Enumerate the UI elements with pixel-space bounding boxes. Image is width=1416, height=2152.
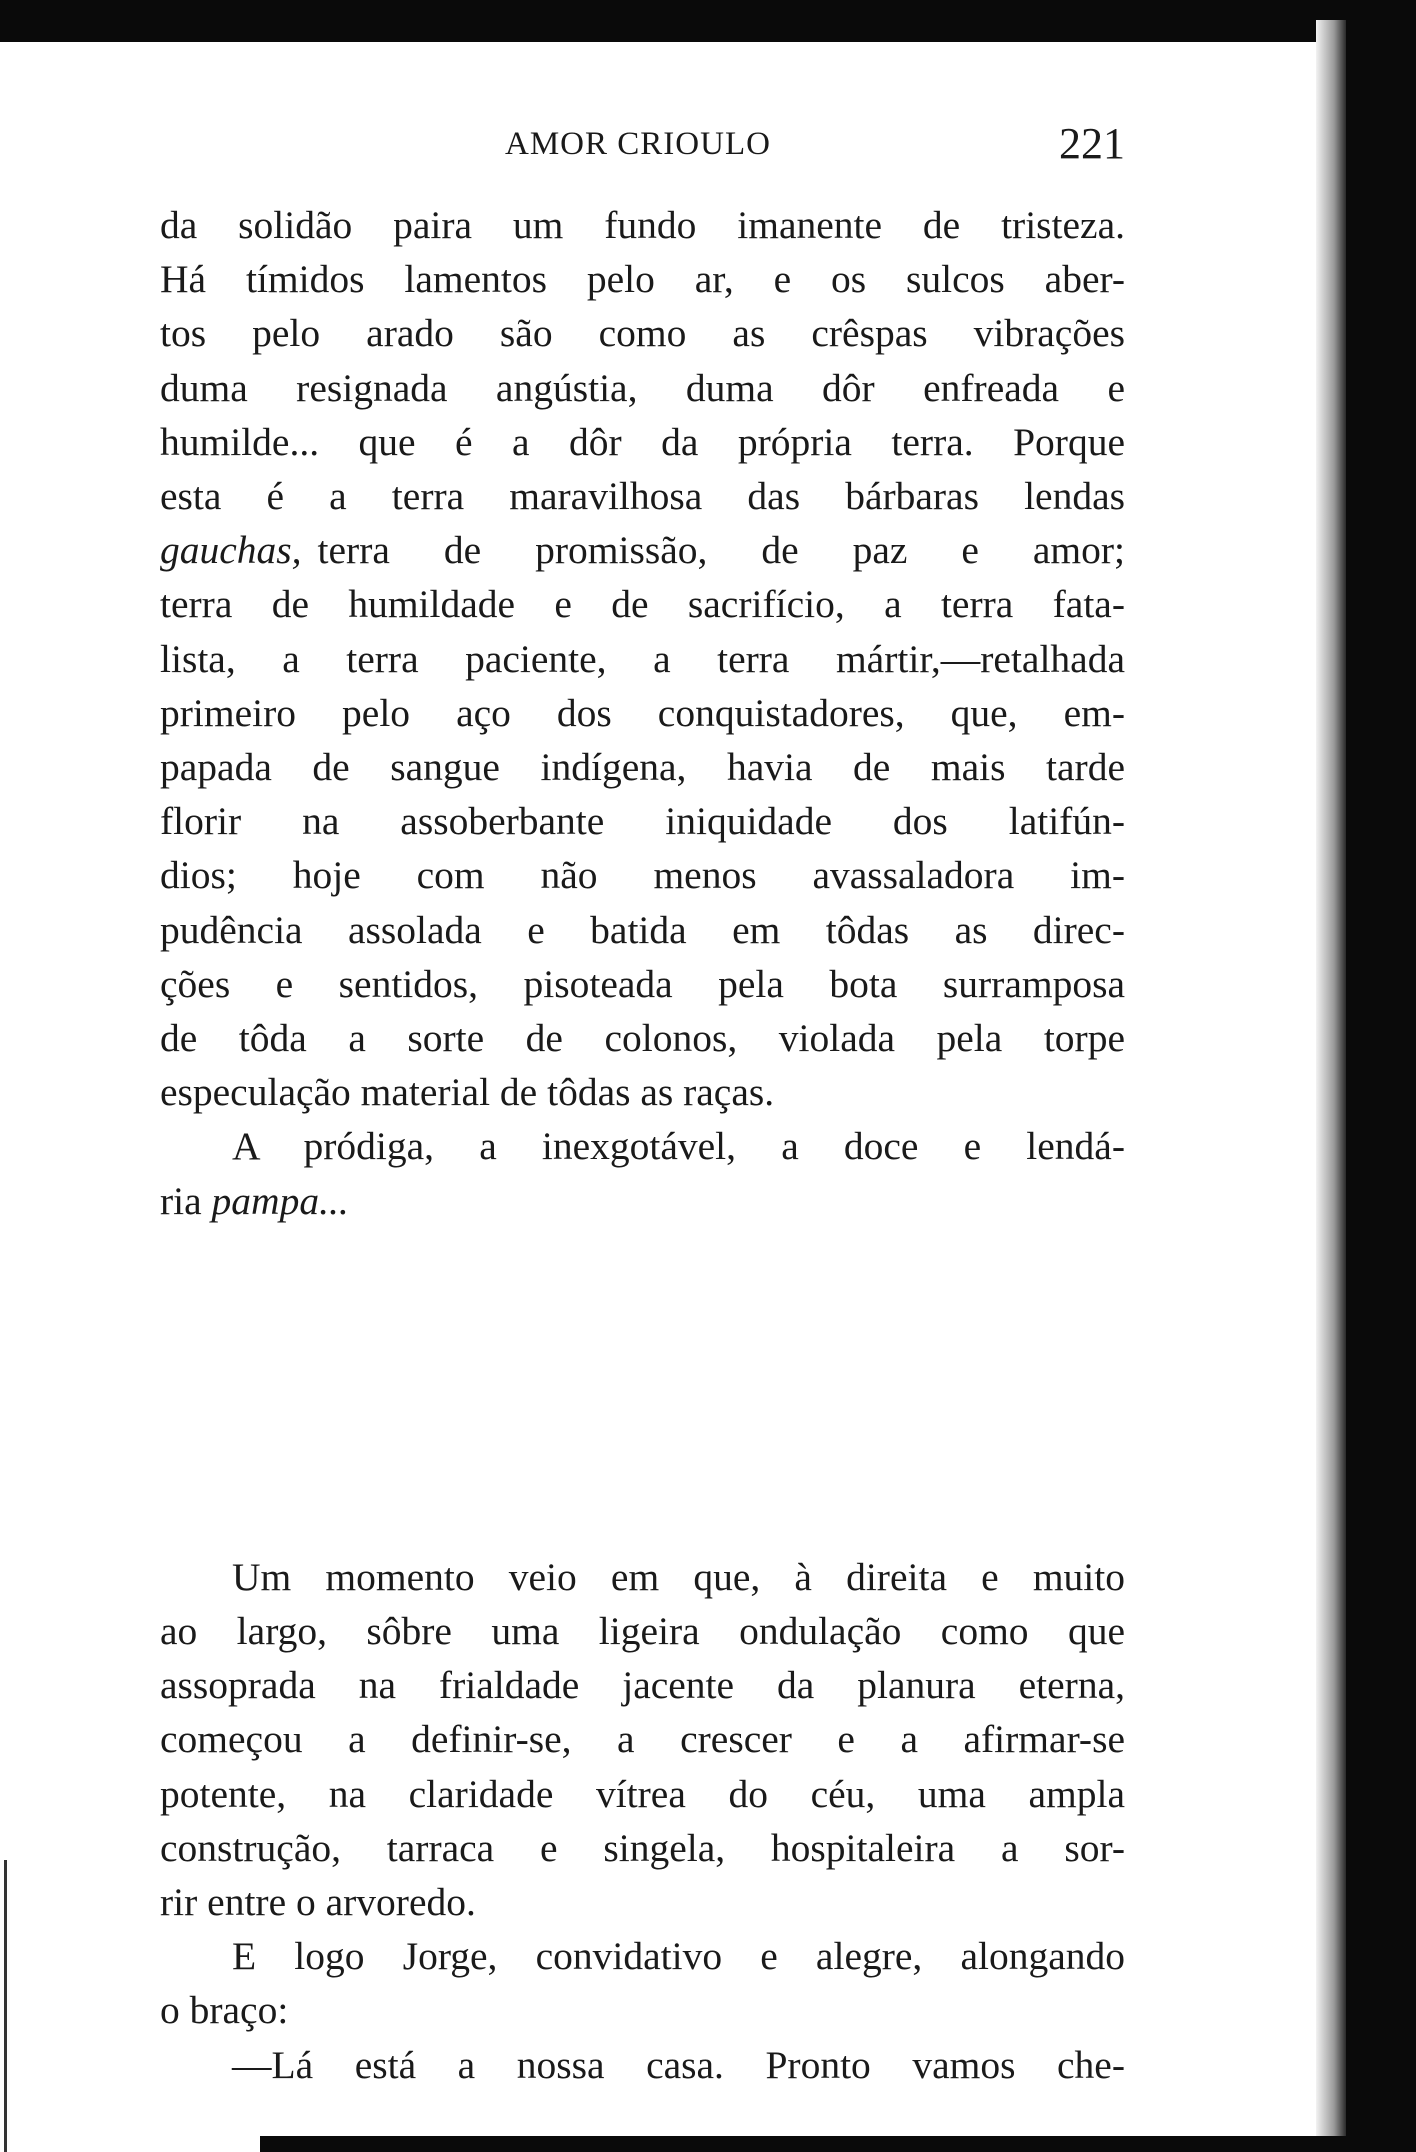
text-line: de tôda a sorte de colonos, violada pela torpe [160,1016,1125,1061]
text-line: esta é a terra maravilhosa das bárbaras lendas [160,474,1125,519]
text-line: começou a definir-se, a crescer e a afirmar-se [160,1717,1125,1762]
text-line: papada de sangue indígena, havia de mais tarde [160,745,1125,790]
text-line: assoprada na frialdade jacente da planura eterna, [160,1663,1125,1708]
text-line-start: ria [160,1178,202,1223]
text-line: terra de humildade e de sacrifício, a terra fata- [160,582,1125,627]
scan-right-border [1346,0,1416,2152]
page-number: 221 [1059,119,1125,168]
text-line: ao largo, sôbre uma ligeira ondulação como que [160,1609,1125,1654]
italic-word: gauchas, [160,528,302,573]
scan-left-mark [4,1860,7,2152]
text-line-rest: terra de promissão, de paz e amor; [317,528,1125,573]
text-line: da solidão paira um fundo imanente de tristeza. [160,203,1125,247]
text-line: florir na assoberbante iniquidade dos latifún- [160,799,1125,844]
paragraph-start-line: E logo Jorge, convidativo e alegre, alongando [232,1934,1125,1979]
text-line: tos pelo arado são como as crêspas vibrações [160,311,1125,356]
text-line: potente, na claridade vítrea do céu, uma ampla [160,1771,1125,1816]
text-line: o braço: [160,1988,289,2033]
text-line: construção, tarraca e singela, hospitaleira a sor- [160,1825,1125,1870]
text-line: pudência assolada e batida em tôdas as direc- [160,907,1125,952]
running-title: AMOR CRIOULO [505,126,771,162]
page-header [160,116,1125,176]
text-line [160,1174,1125,1228]
text-line: humilde... que é a dôr da própria terra. Porque [160,419,1125,464]
page-body [160,198,1125,2092]
section-break [160,1228,1125,1550]
dialogue-line: —Lá está a nossa casa. Pronto vamos che- [232,2042,1125,2087]
scan-top-border [0,0,1416,42]
scan-bottom-border [260,2136,1346,2152]
italic-word: pampa... [211,1178,349,1223]
paragraph-start-line: A pródiga, a inexgotável, a doce e lendá- [232,1124,1125,1169]
text-line: primeiro pelo aço dos conquistadores, que, em- [160,690,1125,735]
text-line: duma resignada angústia, duma dôr enfreada e [160,365,1125,410]
text-line: ções e sentidos, pisoteada pela bota surramposa [160,961,1125,1006]
text-line [160,523,1125,577]
text-line: dios; hoje com não menos avassaladora im- [160,853,1125,898]
scan-page-gutter-shadow [1316,20,1346,2152]
text-line: especulação material de tôdas as raças. [160,1070,775,1115]
paragraph-start-line: Um momento veio em que, à direita e muito [232,1554,1125,1599]
text-line: rir entre o arvoredo. [160,1880,476,1925]
text-line: Há tímidos lamentos pelo ar, e os sulcos aber- [160,257,1125,302]
text-line: lista, a terra paciente, a terra mártir,—retalhada [160,636,1125,681]
